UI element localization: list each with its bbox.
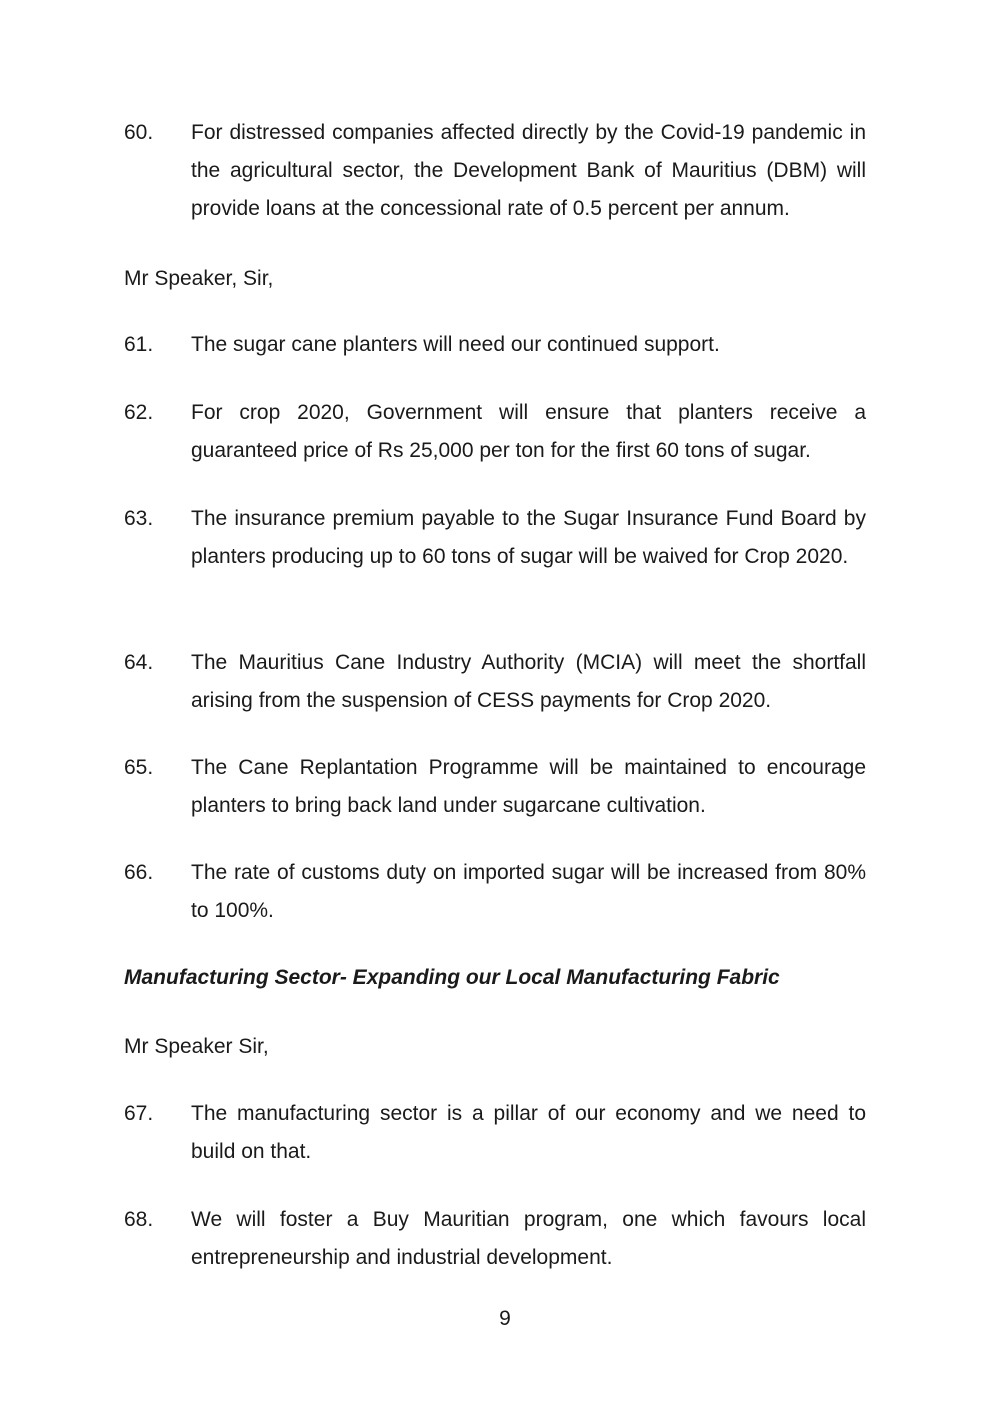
paragraph-text: The rate of customs duty on imported sugar will be increased from 80% to 100%. [191, 861, 866, 922]
paragraph-64 [124, 644, 866, 720]
paragraph-text: The sugar cane planters will need our continued support. [191, 333, 720, 356]
paragraph-66 [124, 854, 866, 930]
paragraph-61 [124, 326, 866, 364]
paragraph-text: The Mauritius Cane Industry Authority (MCIA) will meet the shortfall arising from the suspension of CESS payments for Crop 2020. [191, 651, 866, 712]
page-number: 9 [499, 1307, 511, 1330]
paragraph-65 [124, 749, 866, 825]
paragraph-63 [124, 500, 866, 576]
salutation: Mr Speaker Sir, [124, 1035, 269, 1058]
paragraph-text: For distressed companies affected directly by the Covid-19 pandemic in the agricultural sector, the Development Bank of Mauritius (DBM) will provide loans at the concessional rate of 0.5 percent per annum. [191, 121, 866, 220]
paragraph-number: 60. [124, 121, 154, 144]
paragraph-68 [124, 1201, 866, 1277]
paragraph-text: We will foster a Buy Mauritian program, one which favours local entrepreneurship and industrial development. [191, 1208, 866, 1269]
paragraph-text: The manufacturing sector is a pillar of our economy and we need to build on that. [191, 1102, 866, 1163]
paragraph-text: The Cane Replantation Programme will be maintained to encourage planters to bring back land under sugarcane cultivation. [191, 756, 866, 817]
paragraph-number: 67. [124, 1102, 154, 1125]
paragraph-60 [124, 114, 866, 228]
paragraph-number: 61. [124, 333, 154, 356]
salutation: Mr Speaker, Sir, [124, 267, 274, 290]
paragraph-text: For crop 2020, Government will ensure that planters receive a guaranteed price of Rs 25,000 per ton for the first 60 tons of sugar. [191, 401, 866, 462]
section-heading: Manufacturing Sector- Expanding our Local Manufacturing Fabric [124, 966, 780, 989]
paragraph-number: 62. [124, 401, 154, 424]
paragraph-number: 63. [124, 507, 154, 530]
paragraph-62 [124, 394, 866, 470]
paragraph-number: 68. [124, 1208, 154, 1231]
paragraph-67 [124, 1095, 866, 1171]
paragraph-number: 65. [124, 756, 154, 779]
paragraph-number: 66. [124, 861, 154, 884]
paragraph-text: The insurance premium payable to the Sugar Insurance Fund Board by planters producing up to 60 tons of sugar will be waived for Crop 2020. [191, 507, 866, 568]
paragraph-number: 64. [124, 651, 154, 674]
